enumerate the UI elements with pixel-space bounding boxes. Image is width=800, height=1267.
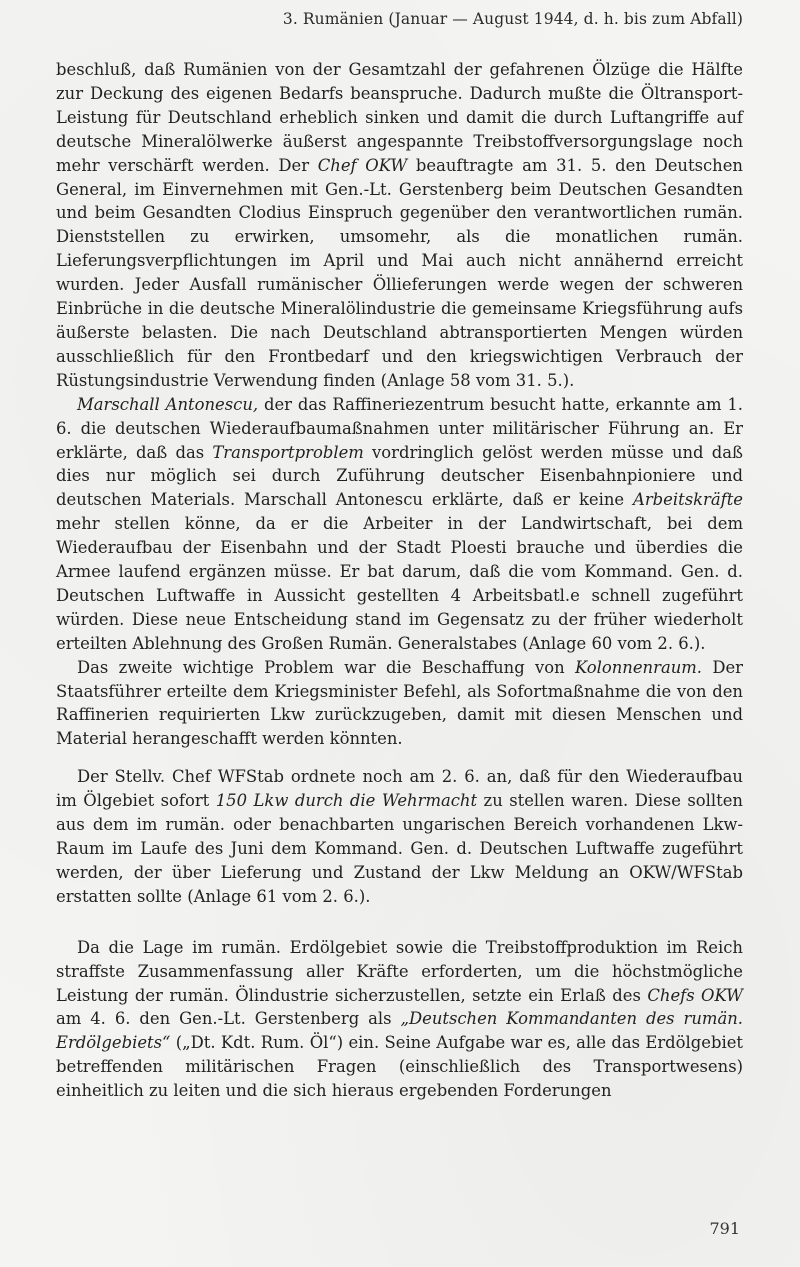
text-run: beauftragte am 31. 5. den Deutschen General, im Einvernehmen mit Gen.-Lt. Gerstenberg beim Deutschen Gesandten und beim Gesandten Clodius Einspruch gegenüber den verantwortlichen rumän. Dienststellen zu erwirken, umsomehr, als die monatlichen rumän. Lieferungsverpflichtungen im April und Mai auch nicht annähernd erreicht wurden. Jeder Ausfall rumänischer Öllieferungen werde wegen der schweren Einbrüche in die deutsche Mineralölindustrie die gemeinsame Kriegsführung aufs äußerste belasten. Die nach Deutschland abtransportierten Mengen würden ausschließlich für den Frontbedarf und den kriegswichtigen Verbrauch der Rüstungsindustrie Verwendung finden (Anlage 58 vom 31. 5.). [56,155,743,390]
emphasis-text: Arbeitskräfte [633,490,743,510]
text-run: beschluß, daß Rumänien von der Gesamtzahl der gefahrenen Ölzüge die Hälfte zur Deckung des eigenen Bedarfs beanspruche. Dadurch mußte die Öltransport-Leistung für Deutschland erheblich sinken und damit die durch Luftangriffe auf deutsche Mineralölwerke äußerst angespannte Treibstoffversorgungslage noch mehr verschärft werden. Der [56,60,743,175]
text-run: mehr stellen könne, da er die Arbeiter in der Landwirtschaft, bei dem Wiederaufbau der Eisenbahn und der Stadt Ploesti brauche und überdies die Armee laufend ergänzen müsse. Er bat darum, daß die vom Kommand. Gen. d. Deutschen Luftwaffe in Aussicht gestellten 4 Arbeitsbatl.e schnell zugeführt würden. Diese neue Entscheidung stand im Gegensatz zu der früher wiederholt erteilten Ablehnung des Großen Rumän. Generalstabes (Anlage 60 vom 2. 6.). [56,514,743,653]
text-run: Das zweite wichtige Problem war die Beschaffung von [77,657,575,677]
paragraph [56,765,743,908]
paragraph [56,393,743,656]
text-run: Da die Lage im rumän. Erdölgebiet sowie die Treibstoffproduktion im Reich straffste Zusammenfassung aller Kräfte erforderten, um die höchstmögliche Leistung der rumän. Ölindustrie sicherzustellen, setzte ein Erlaß des [56,937,743,1005]
emphasis-text: „Deutschen Kommandanten des rumän. Erdölgebiets“ [56,1009,743,1053]
paragraph [56,656,743,752]
text-run: („Dt. Kdt. Rum. Öl“) ein. Seine Aufgabe war es, alle das Erdölgebiet betreffenden militärischen Fragen (einschließlich des Transportwesens) einheitlich zu leiten und die sich hieraus ergebenden Forderungen [56,1033,743,1101]
emphasis-text: Chefs OKW [647,985,743,1005]
running-head: 3. Rumänien (Januar — August 1944, d. h. bis zum Abfall) [282,10,743,28]
emphasis-text: Marschall Antonescu, [77,394,259,414]
emphasis-text: 150 Lkw durch die Wehrmacht [215,791,478,811]
paragraph [56,936,743,1103]
text-run: Der Staatsführer erteilte dem Kriegsminister Befehl, als Sofortmaßnahme die von den Raffinerien requirierten Lkw zurückzugeben, damit mit diesen Menschen und Material herangeschafft werden könnten. [56,657,743,749]
text-run: zu stellen waren. Diese sollten aus dem im rumän. oder benachbarten ungarischen Bereich vorhandenen Lkw-Raum im Laufe des Juni dem Kommand. Gen. d. Deutschen Luftwaffe zugeführt werden, der über Lieferung und Zustand der Lkw Meldung an OKW/WFStab erstatten sollte (Anlage 61 vom 2. 6.). [56,791,743,906]
text-run: vordringlich gelöst werden müsse und daß dies nur möglich sei durch Zuführung deutscher Eisenbahnpioniere und deutschen Materials. Marschall Antonescu erklärte, daß er keine [56,442,743,510]
text-run: der das Raffineriezentrum besucht hatte, erkannte am 1. 6. die deutschen Wiederaufbaumaßnahmen unter militärischer Führung an. Er erklärte, daß das [56,394,743,462]
page-number: 791 [709,1219,740,1238]
text-run: am 4. 6. den Gen.-Lt. Gerstenberg als [56,1009,401,1029]
emphasis-text: Transportproblem [212,442,364,462]
body-text [56,58,743,1103]
emphasis-text: Kolonnenraum. [574,657,703,677]
text-run: Der Stellv. Chef WFStab ordnete noch am 2. 6. an, daß für den Wiederaufbau im Ölgebiet sofort [56,767,743,811]
paragraph [56,58,743,393]
emphasis-text: Chef OKW [317,155,408,175]
